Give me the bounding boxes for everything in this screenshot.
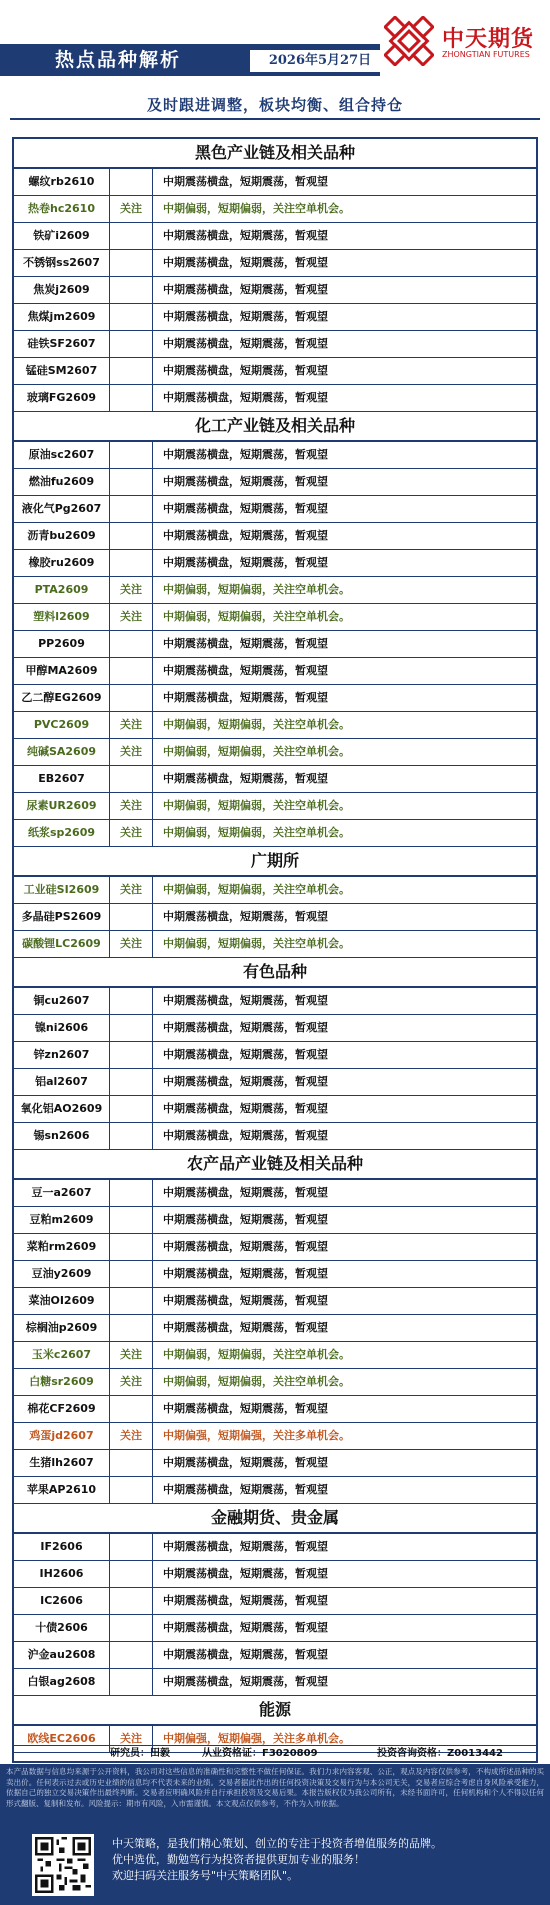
variety-name: 苹果AP2610 [14, 1477, 110, 1503]
focus-tag [110, 1288, 153, 1314]
variety-outlook: 中期偏弱，短期偏弱，关注空单机会。 [163, 799, 350, 812]
variety-row [14, 685, 536, 712]
variety-row [14, 1315, 536, 1342]
variety-row [14, 550, 536, 577]
variety-outlook: 中期震荡横盘，短期震荡，暂观望 [163, 1075, 328, 1088]
researcher-info [12, 1745, 538, 1763]
variety-name: IF2606 [14, 1534, 110, 1560]
variety-name: 燃油fu2609 [14, 469, 110, 495]
variety-outlook: 中期偏弱，短期偏弱，关注空单机会。 [163, 826, 350, 839]
focus-tag: 关注 [110, 196, 153, 222]
focus-tag [110, 1069, 153, 1095]
variety-name: 锰硅SM2607 [14, 358, 110, 384]
variety-name: 玻璃FG2609 [14, 385, 110, 411]
focus-tag [110, 169, 153, 195]
variety-name: PVC2609 [14, 712, 110, 738]
variety-row [14, 658, 536, 685]
variety-row [14, 223, 536, 250]
variety-row [14, 739, 536, 766]
variety-outlook: 中期震荡横盘，短期震荡，暂观望 [163, 1186, 328, 1199]
focus-tag [110, 223, 153, 249]
variety-row [14, 523, 536, 550]
focus-tag [110, 904, 153, 930]
focus-tag: 关注 [110, 739, 153, 765]
variety-row [14, 1615, 536, 1642]
variety-row [14, 1669, 536, 1696]
variety-outlook: 中期震荡横盘，短期震荡，暂观望 [163, 1483, 328, 1496]
focus-tag [110, 469, 153, 495]
variety-outlook: 中期震荡横盘，短期震荡，暂观望 [163, 256, 328, 269]
variety-row [14, 1342, 536, 1369]
variety-row [14, 1180, 536, 1207]
variety-name: 尿素UR2609 [14, 793, 110, 819]
variety-outlook: 中期震荡横盘，短期震荡，暂观望 [163, 475, 328, 488]
focus-tag: 关注 [110, 793, 153, 819]
variety-name: 纸浆sp2609 [14, 820, 110, 846]
variety-name: 甲醇MA2609 [14, 658, 110, 684]
variety-name: 不锈钢ss2607 [14, 250, 110, 276]
variety-row [14, 1423, 536, 1450]
variety-outlook: 中期震荡横盘，短期震荡，暂观望 [163, 1567, 328, 1580]
section-header: 有色品种 [14, 958, 536, 988]
variety-name: 镍ni2606 [14, 1015, 110, 1041]
variety-outlook: 中期震荡横盘，短期震荡，暂观望 [163, 1621, 328, 1634]
variety-row [14, 766, 536, 793]
variety-name: 塑料l2609 [14, 604, 110, 630]
focus-tag [110, 1615, 153, 1641]
variety-row [14, 1042, 536, 1069]
variety-row [14, 604, 536, 631]
variety-name: 玉米c2607 [14, 1342, 110, 1368]
focus-tag [110, 1477, 153, 1503]
section-header: 金融期货、贵金属 [14, 1504, 536, 1534]
focus-tag [110, 523, 153, 549]
section-header: 农产品产业链及相关品种 [14, 1150, 536, 1180]
variety-row [14, 1642, 536, 1669]
variety-name: 鸡蛋jd2607 [14, 1423, 110, 1449]
variety-row [14, 820, 536, 847]
variety-outlook: 中期震荡横盘，短期震荡，暂观望 [163, 910, 328, 923]
variety-name: 白银ag2608 [14, 1669, 110, 1695]
variety-name: 多晶硅PS2609 [14, 904, 110, 930]
variety-row [14, 1261, 536, 1288]
logo-chinese-name: 中天期货 [442, 27, 535, 52]
variety-outlook: 中期震荡横盘，短期震荡，暂观望 [163, 1240, 328, 1253]
variety-row [14, 793, 536, 820]
logo-mark-icon [384, 16, 434, 66]
variety-outlook: 中期偏弱，短期偏弱，关注空单机会。 [163, 1375, 350, 1388]
focus-tag [110, 685, 153, 711]
variety-name: PTA2609 [14, 577, 110, 603]
focus-tag [110, 1588, 153, 1614]
variety-outlook: 中期震荡横盘，短期震荡，暂观望 [163, 994, 328, 1007]
variety-name: 白糖sr2609 [14, 1369, 110, 1395]
focus-tag: 关注 [110, 712, 153, 738]
variety-name: 菜油OI2609 [14, 1288, 110, 1314]
focus-tag: 关注 [110, 577, 153, 603]
variety-row [14, 631, 536, 658]
variety-row [14, 1069, 536, 1096]
variety-outlook: 中期偏弱，短期偏弱，关注空单机会。 [163, 202, 350, 215]
variety-outlook: 中期偏弱，短期偏弱，关注空单机会。 [163, 583, 350, 596]
variety-outlook: 中期震荡横盘，短期震荡，暂观望 [163, 1213, 328, 1226]
variety-row [14, 1234, 536, 1261]
variety-outlook: 中期偏强，短期偏强，关注多单机会。 [163, 1429, 350, 1442]
variety-outlook: 中期震荡横盘，短期震荡，暂观望 [163, 1048, 328, 1061]
report-header [0, 0, 550, 95]
researcher-license: 从业资格证：F3020809 [202, 1748, 318, 1759]
variety-row [14, 988, 536, 1015]
variety-outlook: 中期震荡横盘，短期震荡，暂观望 [163, 529, 328, 542]
variety-outlook: 中期震荡横盘，短期震荡，暂观望 [163, 1402, 328, 1415]
focus-tag [110, 658, 153, 684]
variety-row [14, 904, 536, 931]
footer [0, 1816, 550, 1905]
variety-outlook: 中期偏弱，短期偏弱，关注空单机会。 [163, 883, 350, 896]
variety-name: 工业硅SI2609 [14, 877, 110, 903]
focus-tag [110, 442, 153, 468]
variety-row [14, 1015, 536, 1042]
logo-english-name: ZHONGTIAN FUTURES [442, 50, 530, 59]
section-header: 黑色产业链及相关品种 [14, 139, 536, 169]
variety-row [14, 277, 536, 304]
variety-row [14, 169, 536, 196]
researcher-name: 研究员：田毅 [110, 1748, 170, 1759]
variety-name: 棉花CF2609 [14, 1396, 110, 1422]
header-divider [10, 118, 540, 120]
variety-name: 十债2606 [14, 1615, 110, 1641]
variety-name: 豆一a2607 [14, 1180, 110, 1206]
variety-name: 原油sc2607 [14, 442, 110, 468]
focus-tag [110, 385, 153, 411]
variety-name: 锡sn2606 [14, 1123, 110, 1149]
variety-outlook: 中期震荡横盘，短期震荡，暂观望 [163, 391, 328, 404]
qr-code[interactable] [32, 1834, 94, 1896]
focus-tag [110, 1396, 153, 1422]
focus-tag [110, 1042, 153, 1068]
variety-name: 欧线EC2606 [14, 1726, 110, 1752]
variety-outlook: 中期震荡横盘，短期震荡，暂观望 [163, 1321, 328, 1334]
variety-row [14, 442, 536, 469]
variety-name: 棕榈油p2609 [14, 1315, 110, 1341]
variety-name: 碳酸锂LC2609 [14, 931, 110, 957]
focus-tag [110, 631, 153, 657]
focus-tag [110, 1261, 153, 1287]
variety-outlook: 中期偏弱，短期偏弱，关注空单机会。 [163, 1348, 350, 1361]
variety-row [14, 1207, 536, 1234]
variety-row [14, 931, 536, 958]
variety-row [14, 304, 536, 331]
variety-row [14, 196, 536, 223]
variety-outlook: 中期震荡横盘，短期震荡，暂观望 [163, 1267, 328, 1280]
company-logo [384, 16, 544, 76]
variety-name: 乙二醇EG2609 [14, 685, 110, 711]
variety-row [14, 1450, 536, 1477]
variety-outlook: 中期震荡横盘，短期震荡，暂观望 [163, 1456, 328, 1469]
variety-name: 铜cu2607 [14, 988, 110, 1014]
focus-tag [110, 250, 153, 276]
variety-name: 螺纹rb2610 [14, 169, 110, 195]
variety-name: PP2609 [14, 631, 110, 657]
variety-outlook: 中期震荡横盘，短期震荡，暂观望 [163, 337, 328, 350]
variety-name: 纯碱SA2609 [14, 739, 110, 765]
focus-tag [110, 277, 153, 303]
focus-tag [110, 304, 153, 330]
variety-outlook: 中期偏弱，短期偏弱，关注空单机会。 [163, 718, 350, 731]
focus-tag [110, 550, 153, 576]
variety-outlook: 中期震荡横盘，短期震荡，暂观望 [163, 1294, 328, 1307]
section-header: 能源 [14, 1696, 536, 1726]
disclaimer-text: 本产品数据与信息均来源于公开资料，我公司对这些信息的准确性和完整性不做任何保证。我们力求内容客观、公正，观点及内容仅供参考，不构成所述品种的买卖出价。任何表示过去或历史业绩的信息均不代表未来的业绩。交易者据此作出的任何投资决策及交易行为与本公司无关，交易者应综合考虑自身风险承受能力，依据自己的独立交易决策作出最终判断。交易者应明确风险并自行承担投资及交易后果。本报告版权仅为我公司所有，未经书面许可，任何机构和个人不得以任何形式翻版、复制和发布。风险提示：期市有风险，入市需谨慎。本文观点仅供参考，不作为入市依据。 [0, 1764, 550, 1816]
focus-tag [110, 1315, 153, 1341]
variety-outlook: 中期偏弱，短期偏弱，关注空单机会。 [163, 610, 350, 623]
variety-name: 豆粕m2609 [14, 1207, 110, 1233]
focus-tag: 关注 [110, 1342, 153, 1368]
variety-name: 铝al2607 [14, 1069, 110, 1095]
focus-tag [110, 1207, 153, 1233]
variety-outlook: 中期震荡横盘，短期震荡，暂观望 [163, 283, 328, 296]
variety-outlook: 中期震荡横盘，短期震荡，暂观望 [163, 664, 328, 677]
variety-row [14, 877, 536, 904]
section-header: 化工产业链及相关品种 [14, 412, 536, 442]
variety-outlook: 中期震荡横盘，短期震荡，暂观望 [163, 364, 328, 377]
focus-tag: 关注 [110, 1423, 153, 1449]
variety-name: 菜粕rm2609 [14, 1234, 110, 1260]
variety-row [14, 1369, 536, 1396]
variety-row [14, 712, 536, 739]
report-title: 热点品种解析 [55, 49, 182, 71]
variety-row [14, 250, 536, 277]
qr-code-icon [35, 1837, 91, 1893]
variety-outlook: 中期震荡横盘，短期震荡，暂观望 [163, 1594, 328, 1607]
variety-name: 液化气Pg2607 [14, 496, 110, 522]
variety-name: 氧化铝AO2609 [14, 1096, 110, 1122]
variety-name: 焦炭j2609 [14, 277, 110, 303]
variety-outlook: 中期震荡横盘，短期震荡，暂观望 [163, 691, 328, 704]
variety-name: 焦煤jm2609 [14, 304, 110, 330]
focus-tag [110, 1015, 153, 1041]
focus-tag [110, 1096, 153, 1122]
variety-outlook: 中期偏强，短期偏强，关注多单机会。 [163, 1732, 350, 1745]
variety-outlook: 中期震荡横盘，短期震荡，暂观望 [163, 502, 328, 515]
variety-row [14, 496, 536, 523]
variety-row [14, 1588, 536, 1615]
variety-name: 锌zn2607 [14, 1042, 110, 1068]
focus-tag [110, 988, 153, 1014]
variety-row [14, 577, 536, 604]
variety-outlook: 中期震荡横盘，短期震荡，暂观望 [163, 772, 328, 785]
footer-line: 欢迎扫码关注服务号"中天策略团队"。 [112, 1869, 299, 1882]
variety-outlook: 中期震荡横盘，短期震荡，暂观望 [163, 1102, 328, 1115]
variety-name: 橡胶ru2609 [14, 550, 110, 576]
variety-outlook: 中期震荡横盘，短期震荡，暂观望 [163, 637, 328, 650]
variety-row [14, 1123, 536, 1150]
focus-tag [110, 496, 153, 522]
focus-tag [110, 1180, 153, 1206]
variety-name: 硅铁SF2607 [14, 331, 110, 357]
variety-row [14, 385, 536, 412]
variety-outlook: 中期震荡横盘，短期震荡，暂观望 [163, 310, 328, 323]
report-date: 2026年5月27日 [250, 50, 390, 72]
report-subtitle: 及时跟进调整，板块均衡、组合持仓 [146, 96, 403, 114]
variety-name: 沪金au2608 [14, 1642, 110, 1668]
focus-tag [110, 1669, 153, 1695]
footer-line: 中天策略，是我们精心策划、创立的专注于投资者增值服务的品牌。 [112, 1837, 442, 1850]
footer-text [112, 1836, 532, 1884]
focus-tag [110, 1450, 153, 1476]
variety-name: IH2606 [14, 1561, 110, 1587]
variety-row [14, 1561, 536, 1588]
section-header: 广期所 [14, 847, 536, 877]
variety-outlook: 中期偏弱，短期偏弱，关注空单机会。 [163, 937, 350, 950]
focus-tag [110, 358, 153, 384]
variety-outlook: 中期震荡横盘，短期震荡，暂观望 [163, 1540, 328, 1553]
variety-name: 铁矿i2609 [14, 223, 110, 249]
focus-tag: 关注 [110, 1369, 153, 1395]
variety-outlook: 中期震荡横盘，短期震荡，暂观望 [163, 1129, 328, 1142]
variety-outlook: 中期震荡横盘，短期震荡，暂观望 [163, 556, 328, 569]
variety-row [14, 1534, 536, 1561]
variety-outlook: 中期偏弱，短期偏弱，关注空单机会。 [163, 745, 350, 758]
variety-outlook: 中期震荡横盘，短期震荡，暂观望 [163, 1648, 328, 1661]
footer-line: 优中选优，勤勉笃行为投资者提供更加专业的服务！ [112, 1853, 365, 1866]
focus-tag: 关注 [110, 820, 153, 846]
variety-row [14, 1096, 536, 1123]
focus-tag: 关注 [110, 604, 153, 630]
variety-outlook: 中期震荡横盘，短期震荡，暂观望 [163, 175, 328, 188]
researcher-advisor-license: 投资咨询资格：Z0013442 [377, 1748, 503, 1759]
variety-name: 生猪lh2607 [14, 1450, 110, 1476]
variety-name: 豆油y2609 [14, 1261, 110, 1287]
focus-tag [110, 1561, 153, 1587]
variety-row [14, 331, 536, 358]
focus-tag [110, 331, 153, 357]
variety-name: 热卷hc2610 [14, 196, 110, 222]
focus-tag: 关注 [110, 877, 153, 903]
variety-outlook: 中期震荡横盘，短期震荡，暂观望 [163, 229, 328, 242]
variety-name: IC2606 [14, 1588, 110, 1614]
variety-name: 沥青bu2609 [14, 523, 110, 549]
focus-tag: 关注 [110, 931, 153, 957]
variety-outlook: 中期震荡横盘，短期震荡，暂观望 [163, 1021, 328, 1034]
variety-name: EB2607 [14, 766, 110, 792]
focus-tag [110, 1534, 153, 1560]
variety-row [14, 358, 536, 385]
focus-tag [110, 1642, 153, 1668]
variety-board [12, 137, 538, 1753]
focus-tag: 关注 [110, 1726, 153, 1752]
focus-tag [110, 1123, 153, 1149]
variety-outlook: 中期震荡横盘，短期震荡，暂观望 [163, 1675, 328, 1688]
variety-row [14, 1396, 536, 1423]
variety-row [14, 469, 536, 496]
variety-row [14, 1288, 536, 1315]
focus-tag [110, 766, 153, 792]
focus-tag [110, 1234, 153, 1260]
variety-row [14, 1477, 536, 1504]
variety-outlook: 中期震荡横盘，短期震荡，暂观望 [163, 448, 328, 461]
